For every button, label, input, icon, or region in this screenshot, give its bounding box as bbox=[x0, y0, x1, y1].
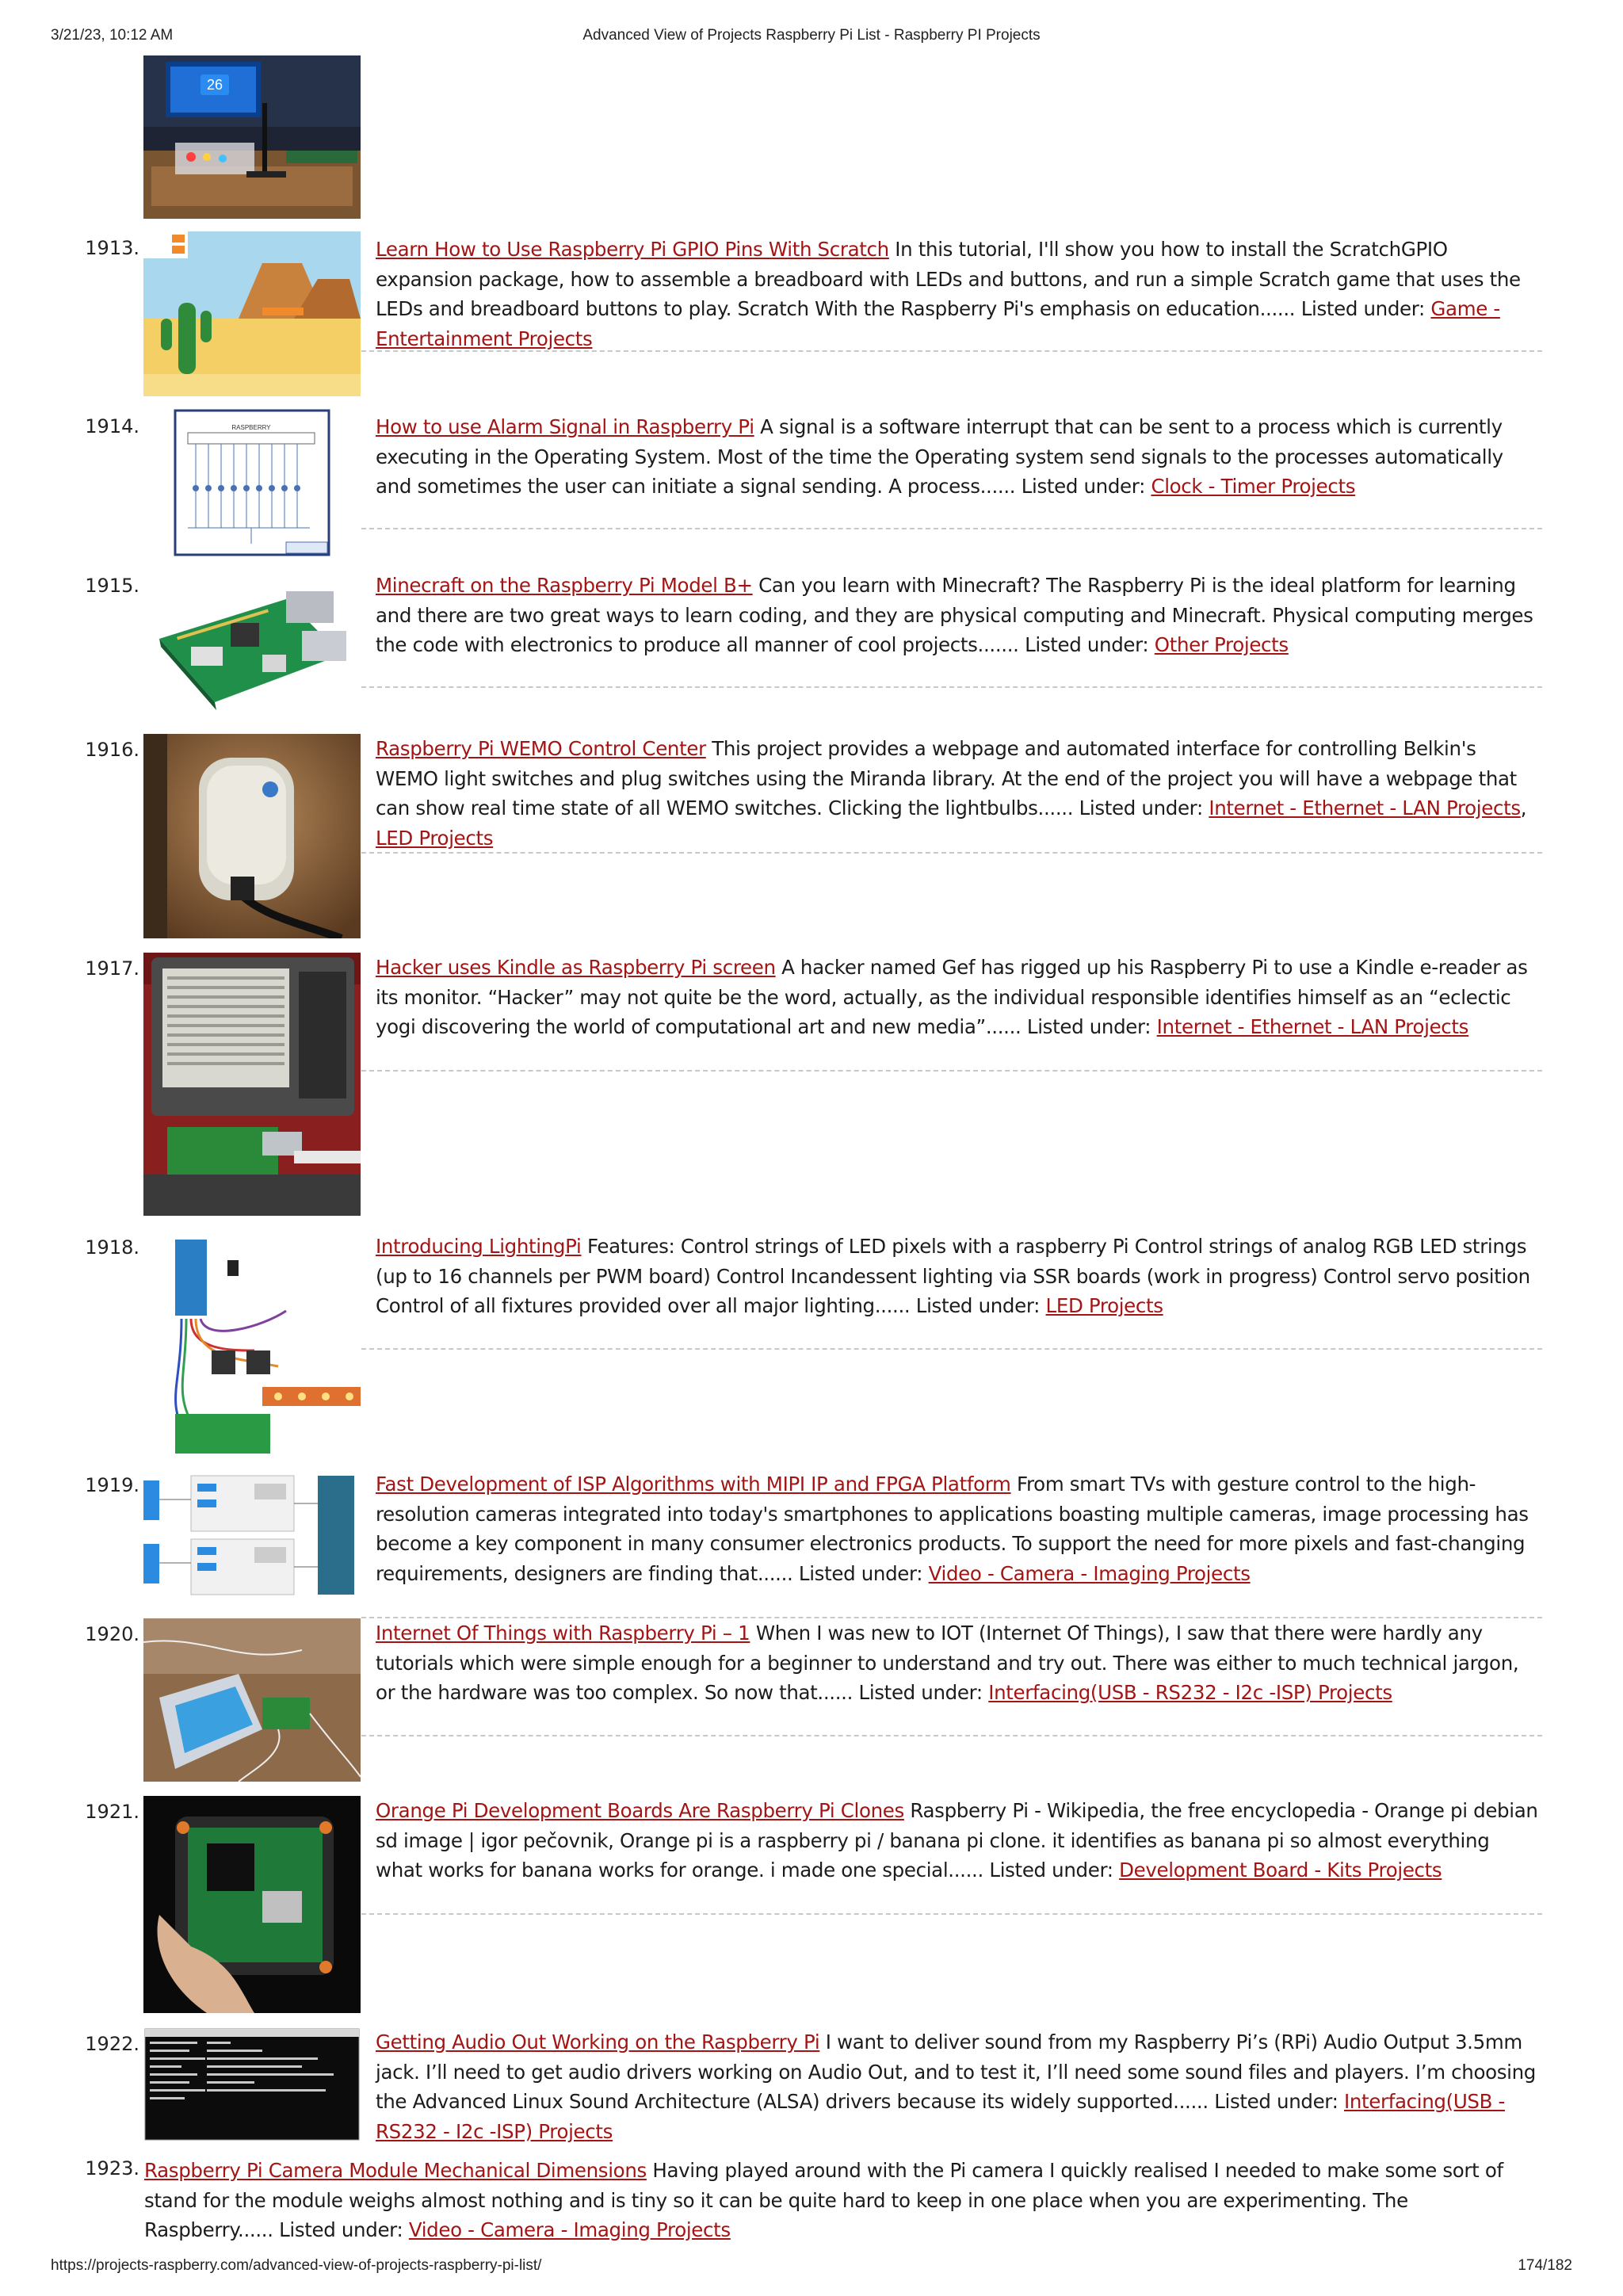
listed-under-label: Listed under: bbox=[1079, 797, 1203, 819]
thumbnail-image[interactable] bbox=[143, 231, 361, 396]
listed-under-label: Listed under: bbox=[915, 1294, 1041, 1317]
entry-number: 1914. bbox=[85, 415, 139, 437]
category-link[interactable]: LED Projects bbox=[376, 826, 494, 850]
project-description: Raspberry Pi - Wikipedia, the free encyclopedia - Orange pi debian sd image | igor pečovnik, Orange pi is a raspberry pi / banana pi clone. it identifies as banana pi so almost everything what works for banana works for orange. i made one special...... bbox=[376, 1799, 1538, 1881]
entry-separator bbox=[361, 852, 1542, 854]
category-link[interactable]: Other Projects bbox=[1154, 633, 1289, 656]
listed-under-label: Listed under: bbox=[858, 1681, 983, 1704]
category-link[interactable]: Interfacing(USB - RS232 - I2c -ISP) Projects bbox=[376, 2090, 1505, 2143]
category-link[interactable]: Development Board - Kits Projects bbox=[1119, 1859, 1442, 1881]
project-description: This project provides a webpage and automated interface for controlling Belkin's WEMO light switches and plug switches using the Miranda library. At the end of the project you will have a webpage that can show real time state of all WEMO switches. Clicking the lightbulbs...... bbox=[376, 737, 1517, 819]
entry-separator bbox=[361, 686, 1542, 688]
category-separator: , bbox=[1520, 797, 1527, 819]
entry-separator bbox=[361, 1735, 1542, 1736]
listed-under-label: Listed under: bbox=[798, 1561, 923, 1585]
entry-number: 1923. bbox=[85, 2157, 139, 2179]
listed-under-label: Listed under: bbox=[279, 2218, 403, 2241]
project-title-link[interactable]: Minecraft on the Raspberry Pi Model B+ bbox=[376, 574, 753, 597]
project-description: In this tutorial, I'll show you how to install the ScratchGPIO expansion package, how to assemble a breadboard with LEDs and buttons, and run a simple Scratch game that uses the LEDs and breadboard buttons to play. Scratch With the Raspberry Pi's emphasis on education...... bbox=[376, 238, 1521, 320]
entry-text bbox=[144, 2156, 1539, 2245]
listed-under-label: Listed under: bbox=[1021, 475, 1145, 498]
entry-number: 1915. bbox=[85, 575, 139, 597]
entry-number: 1922. bbox=[85, 2033, 139, 2055]
project-description: I want to deliver sound from my Raspberry Pi’s (RPi) Audio Output 3.5mm jack. I’ll need to get audio drivers working on Audio Out, and to test it, I’ll need some sound files and players. I’m choosing the Advanced Linux Sound Architecture (ALSA) drivers because its widely supported...... bbox=[376, 2030, 1536, 2113]
thumbnail-image[interactable] bbox=[143, 567, 361, 713]
listed-under-label: Listed under: bbox=[1026, 1015, 1151, 1038]
project-description: A signal is a software interrupt that can be sent to a process which is currently executing in the Operating System. Most of the time the Operating system send signals to the processes automatically and sometimes the user can initiate a signal sending. A process...... bbox=[376, 415, 1503, 498]
entry-text bbox=[376, 235, 1541, 353]
category-link[interactable]: Video - Camera - Imaging Projects bbox=[408, 2218, 731, 2241]
project-title-link[interactable]: Internet Of Things with Raspberry Pi – 1 bbox=[376, 1622, 750, 1645]
print-page-number: 174/182 bbox=[1518, 2257, 1572, 2274]
project-description: A hacker named Gef has rigged up his Raspberry Pi to use a Kindle e-reader as its monitor. “Hacker” may not quite be the word, actually, as the individual responsible identifies himself as an “eclectic yogi discovering the world of computational art and new media”...... bbox=[376, 956, 1528, 1038]
thumbnail-image[interactable] bbox=[143, 1796, 361, 2013]
entry-number: 1917. bbox=[85, 957, 139, 980]
entry-text bbox=[376, 953, 1541, 1042]
listed-under-label: Listed under: bbox=[1300, 297, 1425, 320]
print-datetime: 3/21/23, 10:12 AM bbox=[51, 27, 174, 44]
svg-text:RASPBERRY: RASPBERRY bbox=[231, 424, 271, 431]
project-title-link[interactable]: Raspberry Pi Camera Module Mechanical Dimensions bbox=[144, 2159, 647, 2182]
entry-text bbox=[376, 1232, 1541, 1321]
project-title-link[interactable]: Orange Pi Development Boards Are Raspberry Pi Clones bbox=[376, 1799, 904, 1822]
entry-separator bbox=[361, 1348, 1542, 1350]
entry-text bbox=[376, 1469, 1541, 1588]
category-link[interactable]: LED Projects bbox=[1045, 1294, 1163, 1317]
entry-separator bbox=[361, 528, 1542, 529]
project-title-link[interactable]: Raspberry Pi WEMO Control Center bbox=[376, 737, 706, 760]
thumbnail-image-previous[interactable] bbox=[143, 55, 361, 219]
project-title-link[interactable]: Getting Audio Out Working on the Raspberry Pi bbox=[376, 2030, 820, 2053]
print-url: https://projects-raspberry.com/advanced-view-of-projects-raspberry-pi-list/ bbox=[51, 2257, 542, 2274]
entry-number: 1913. bbox=[85, 237, 139, 259]
entry-number: 1921. bbox=[85, 1801, 139, 1823]
listed-under-label: Listed under: bbox=[1214, 2090, 1338, 2113]
category-link[interactable]: Video - Camera - Imaging Projects bbox=[928, 1561, 1251, 1585]
entry-number: 1916. bbox=[85, 739, 139, 761]
entry-text bbox=[376, 1796, 1541, 1885]
entry-text bbox=[376, 571, 1541, 660]
category-link[interactable]: Interfacing(USB - RS232 - I2c -ISP) Projects bbox=[988, 1681, 1392, 1704]
listed-under-label: Listed under: bbox=[989, 1859, 1113, 1881]
category-link[interactable]: Clock - Timer Projects bbox=[1151, 475, 1356, 498]
category-link[interactable]: Game - Entertainment Projects bbox=[376, 297, 1500, 350]
project-description: Can you learn with Minecraft? The Raspberry Pi is the ideal platform for learning and there are two great ways to learn coding, and they are physical computing and Minecraft. Physical computing merges the code with electronics to produce all manner of cool projects....... bbox=[376, 574, 1533, 656]
thumbnail-image[interactable] bbox=[143, 2027, 361, 2141]
thumbnail-image[interactable] bbox=[143, 1468, 361, 1603]
entry-text bbox=[376, 734, 1541, 853]
entry-text bbox=[376, 412, 1541, 502]
entry-text bbox=[376, 1618, 1541, 1708]
project-title-link[interactable]: Hacker uses Kindle as Raspberry Pi screen bbox=[376, 956, 776, 979]
entry-separator bbox=[361, 1913, 1542, 1915]
thumbnail-image[interactable] bbox=[143, 734, 361, 938]
project-description: From smart TVs with gesture control to the high-resolution cameras integrated into today's smartphones to applications boasting multiple cameras, image processing has become a key component in many consumer electronics products. To support the need for more pixels and fast-changing requirements, designers are finding that...... bbox=[376, 1473, 1529, 1585]
thumb-badge-text: 26 bbox=[206, 77, 223, 93]
print-page-title: Advanced View of Projects Raspberry Pi List - Raspberry PI Projects bbox=[582, 27, 1041, 44]
thumbnail-image[interactable] bbox=[143, 1232, 361, 1454]
project-title-link[interactable]: Learn How to Use Raspberry Pi GPIO Pins With Scratch bbox=[376, 238, 889, 261]
thumbnail-image[interactable] bbox=[143, 409, 361, 556]
entry-text bbox=[376, 2027, 1541, 2146]
listed-under-label: Listed under: bbox=[1025, 633, 1149, 656]
project-description: When I was new to IOT (Internet Of Things), I saw that there were hardly any tutorials which were simple enough for a beginner to understand and try out. There was either to much technical jargon, or the hardware was too complex. So now that...... bbox=[376, 1622, 1519, 1704]
thumbnail-image[interactable] bbox=[143, 1618, 361, 1782]
entry-number: 1919. bbox=[85, 1474, 139, 1496]
entry-number: 1918. bbox=[85, 1236, 139, 1259]
thumbnail-image[interactable] bbox=[143, 953, 361, 1216]
entry-number: 1920. bbox=[85, 1623, 139, 1645]
category-link[interactable]: Internet - Ethernet - LAN Projects bbox=[1209, 797, 1521, 819]
project-description: Features: Control strings of LED pixels with a raspberry Pi Control strings of analog RGB LED strings (up to 16 channels per PWM board) Control Incandessent lighting via SSR boards (work in progress) Control servo position Control of all fixtures provided over all major lighting...... bbox=[376, 1235, 1530, 1317]
project-description: Having played around with the Pi camera I quickly realised I needed to make some sort of stand for the module weighs almost nothing and is tiny so it can be quite hard to keep in one place when you are experimenting. The Raspberry...... bbox=[144, 2159, 1503, 2241]
project-title-link[interactable]: Fast Development of ISP Algorithms with MIPI IP and FPGA Platform bbox=[376, 1473, 1011, 1496]
entry-separator bbox=[361, 350, 1542, 352]
category-link[interactable]: Internet - Ethernet - LAN Projects bbox=[1156, 1015, 1469, 1038]
project-title-link[interactable]: How to use Alarm Signal in Raspberry Pi bbox=[376, 415, 754, 438]
entry-separator bbox=[361, 1070, 1542, 1072]
project-title-link[interactable]: Introducing LightingPi bbox=[376, 1235, 582, 1258]
